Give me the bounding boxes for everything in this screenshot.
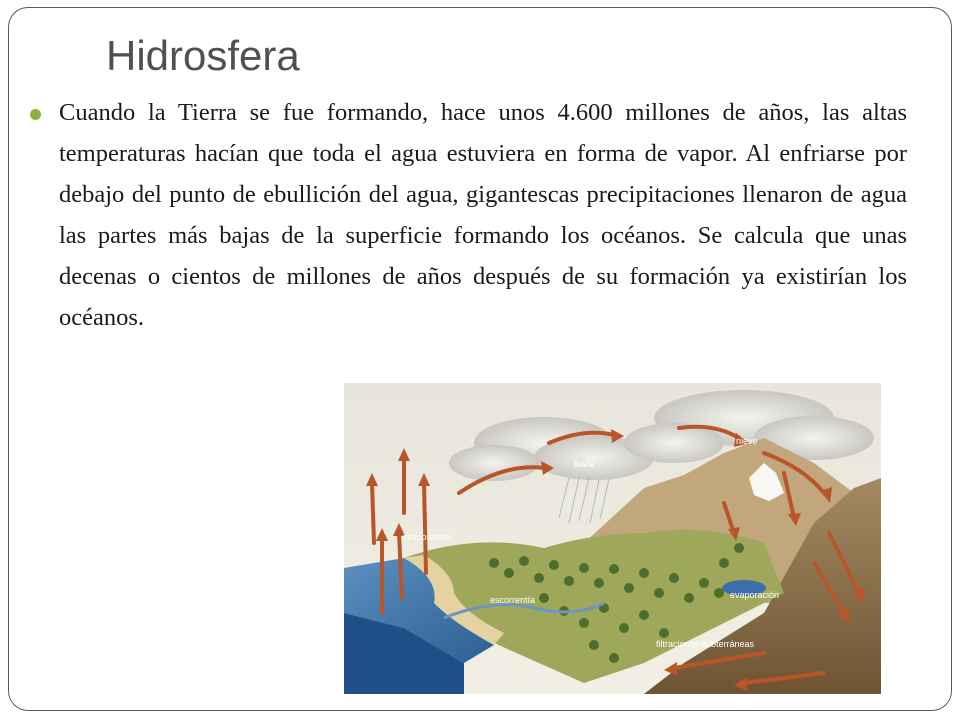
label-escorrentia: escorrentía bbox=[490, 595, 536, 605]
label-lluvia: lluvia bbox=[574, 459, 595, 469]
label-nieve: nieve bbox=[736, 436, 758, 446]
label-evaporacion-left: evaporación bbox=[402, 532, 452, 542]
label-filtraciones: filtraciones subterráneas bbox=[656, 639, 755, 649]
water-cycle-illustration bbox=[344, 383, 881, 694]
slide-title: Hidrosfera bbox=[106, 32, 300, 79]
bullet-icon bbox=[30, 109, 41, 120]
label-evaporacion-right: evaporación bbox=[730, 590, 780, 600]
bullet-text: Cuando la Tierra se fue formando, hace unos 4.600 millones de años, las altas temperaturas hacían que toda el agua estuviera en forma de vapor. Al enfriarse por debajo del punto de ebullición del agua, gigantescas precipitaciones llenaron de agua las partes más bajas de la superficie formando los océanos. Se calcula que unas decenas o cientos de millones de años después de su formación ya existirían los océanos. bbox=[59, 99, 907, 331]
